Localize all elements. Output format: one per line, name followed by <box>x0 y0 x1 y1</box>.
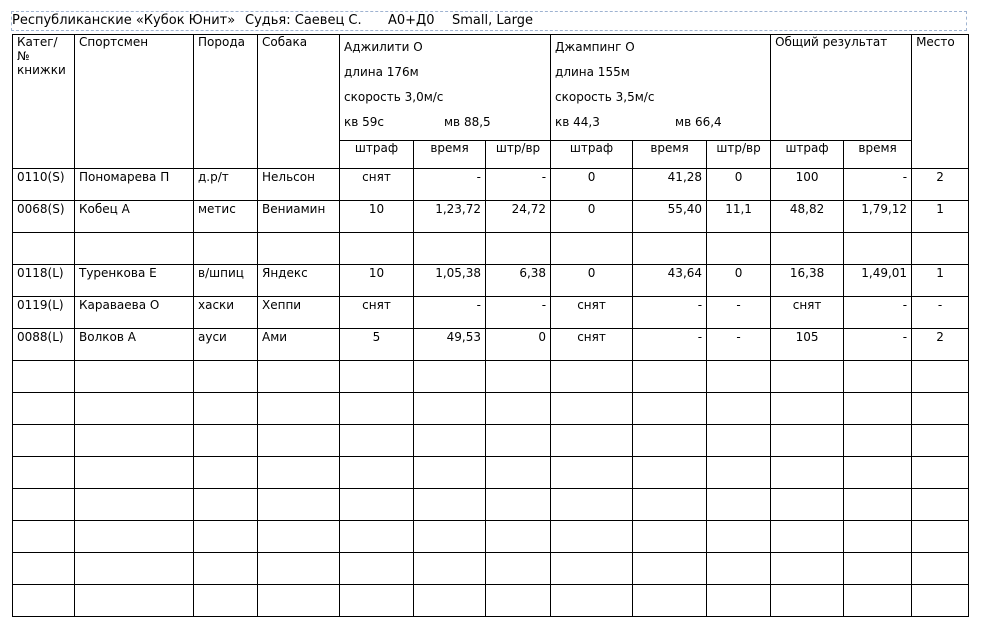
cell-agility-time <box>414 489 486 521</box>
cell-dog: Хеппи <box>258 297 340 329</box>
header-jumping-penalty: штраф <box>551 141 633 169</box>
cell-jumping-penalty <box>551 585 633 617</box>
cell-total-penalty <box>771 521 844 553</box>
cell-jumping-pen-time: - <box>707 297 771 329</box>
cell-jumping-penalty <box>551 521 633 553</box>
cell-breed: метис <box>194 201 258 233</box>
cell-agility-penalty: 10 <box>340 265 414 297</box>
cell-total-penalty: 16,38 <box>771 265 844 297</box>
table-row <box>13 361 969 393</box>
cell-agility-pen-time <box>486 425 551 457</box>
cell-jumping-penalty: снят <box>551 297 633 329</box>
cell-jumping-pen-time <box>707 457 771 489</box>
header-agility-pen-time: штр/вр <box>486 141 551 169</box>
cell-dog: Ами <box>258 329 340 361</box>
cell-place <box>912 425 969 457</box>
cell-jumping-pen-time <box>707 361 771 393</box>
results-table <box>12 34 969 617</box>
cell-jumping-penalty <box>551 489 633 521</box>
competition-class: А0+Д0 <box>388 13 435 28</box>
cell-category <box>13 553 75 585</box>
cell-jumping-time <box>633 457 707 489</box>
cell-place <box>912 553 969 585</box>
cell-agility-time: - <box>414 297 486 329</box>
cell-agility-penalty <box>340 521 414 553</box>
cell-athlete: Пономарева П <box>75 169 194 201</box>
cell-agility-pen-time: - <box>486 297 551 329</box>
cell-jumping-time <box>633 361 707 393</box>
cell-agility-penalty <box>340 585 414 617</box>
cell-category <box>13 233 75 265</box>
cell-dog <box>258 553 340 585</box>
cell-category <box>13 585 75 617</box>
cell-jumping-time <box>633 425 707 457</box>
cell-dog <box>258 489 340 521</box>
cell-total-time: - <box>844 297 912 329</box>
cell-category <box>13 361 75 393</box>
cell-jumping-time: 55,40 <box>633 201 707 233</box>
cell-agility-pen-time: 6,38 <box>486 265 551 297</box>
cell-agility-penalty: 5 <box>340 329 414 361</box>
cell-agility-pen-time: 0 <box>486 329 551 361</box>
header-agility-penalty: штраф <box>340 141 414 169</box>
cell-total-time: - <box>844 169 912 201</box>
jumping-length: длина 155м <box>555 65 630 79</box>
cell-jumping-penalty: 0 <box>551 169 633 201</box>
cell-agility-time: 1,05,38 <box>414 265 486 297</box>
cell-agility-penalty <box>340 489 414 521</box>
cell-total-time <box>844 361 912 393</box>
cell-total-penalty <box>771 457 844 489</box>
cell-place <box>912 361 969 393</box>
cell-total-penalty: 105 <box>771 329 844 361</box>
cell-category: 0118(L) <box>13 265 75 297</box>
cell-breed: д.р/т <box>194 169 258 201</box>
cell-total-time <box>844 553 912 585</box>
cell-jumping-penalty <box>551 233 633 265</box>
cell-agility-penalty <box>340 553 414 585</box>
cell-athlete <box>75 393 194 425</box>
cell-jumping-pen-time <box>707 521 771 553</box>
cell-athlete: Туренкова Е <box>75 265 194 297</box>
header-dog: Собака <box>258 35 340 169</box>
cell-category <box>13 425 75 457</box>
cell-category: 0088(L) <box>13 329 75 361</box>
cell-athlete <box>75 489 194 521</box>
cell-place: 1 <box>912 201 969 233</box>
agility-mv: мв 88,5 <box>444 115 491 129</box>
event-title: Республиканские «Кубок Юнит» <box>12 13 236 28</box>
cell-total-time <box>844 457 912 489</box>
agility-length: длина 176м <box>344 65 419 79</box>
cell-category <box>13 393 75 425</box>
cell-category: 0068(S) <box>13 201 75 233</box>
judge-name: Судья: Саевец С. <box>245 13 362 28</box>
table-row <box>13 265 969 297</box>
cell-athlete <box>75 585 194 617</box>
cell-place: 1 <box>912 265 969 297</box>
cell-dog <box>258 393 340 425</box>
cell-category: 0110(S) <box>13 169 75 201</box>
cell-total-time <box>844 233 912 265</box>
table-row <box>13 425 969 457</box>
cell-dog: Вениамин <box>258 201 340 233</box>
header-jumping-time: время <box>633 141 707 169</box>
cell-place: 2 <box>912 169 969 201</box>
table-row <box>13 521 969 553</box>
cell-breed <box>194 489 258 521</box>
cell-agility-time <box>414 361 486 393</box>
cell-agility-time: 49,53 <box>414 329 486 361</box>
cell-dog <box>258 585 340 617</box>
cell-agility-pen-time <box>486 457 551 489</box>
cell-total-time <box>844 489 912 521</box>
cell-dog: Нельсон <box>258 169 340 201</box>
cell-athlete <box>75 553 194 585</box>
cell-jumping-time <box>633 553 707 585</box>
cell-breed <box>194 553 258 585</box>
cell-agility-time <box>414 585 486 617</box>
table-row <box>13 329 969 361</box>
cell-jumping-pen-time <box>707 489 771 521</box>
cell-agility-time: 1,23,72 <box>414 201 486 233</box>
cell-total-penalty: 100 <box>771 169 844 201</box>
cell-agility-time <box>414 553 486 585</box>
cell-category <box>13 489 75 521</box>
cell-agility-time <box>414 233 486 265</box>
cell-total-time: 1,79,12 <box>844 201 912 233</box>
cell-total-penalty <box>771 393 844 425</box>
cell-breed <box>194 393 258 425</box>
cell-jumping-time <box>633 393 707 425</box>
table-row <box>13 297 969 329</box>
cell-jumping-pen-time: 11,1 <box>707 201 771 233</box>
jumping-speed: скорость 3,5м/с <box>555 90 655 104</box>
document-title-bar <box>11 11 967 31</box>
header-jumping <box>551 35 771 141</box>
cell-jumping-time <box>633 585 707 617</box>
cell-jumping-penalty <box>551 361 633 393</box>
cell-agility-penalty <box>340 393 414 425</box>
jumping-name: Джампинг О <box>555 40 635 54</box>
cell-total-penalty: снят <box>771 297 844 329</box>
cell-place <box>912 233 969 265</box>
cell-agility-time <box>414 425 486 457</box>
header-place: Место <box>912 35 969 169</box>
cell-jumping-time: - <box>633 329 707 361</box>
cell-jumping-penalty: снят <box>551 329 633 361</box>
jumping-standards <box>555 110 766 135</box>
cell-jumping-pen-time <box>707 233 771 265</box>
cell-breed <box>194 457 258 489</box>
cell-agility-penalty <box>340 457 414 489</box>
cell-jumping-time <box>633 521 707 553</box>
cell-jumping-penalty <box>551 425 633 457</box>
cell-agility-time <box>414 521 486 553</box>
cell-athlete <box>75 425 194 457</box>
cell-breed <box>194 585 258 617</box>
cell-jumping-pen-time: 0 <box>707 265 771 297</box>
header-agility-time: время <box>414 141 486 169</box>
cell-category: 0119(L) <box>13 297 75 329</box>
cell-breed: ауси <box>194 329 258 361</box>
cell-dog <box>258 521 340 553</box>
cell-total-penalty <box>771 553 844 585</box>
size-categories: Small, Large <box>452 13 533 28</box>
cell-agility-penalty <box>340 361 414 393</box>
cell-place <box>912 393 969 425</box>
table-row <box>13 553 969 585</box>
cell-dog <box>258 425 340 457</box>
cell-agility-pen-time <box>486 489 551 521</box>
table-row <box>13 201 969 233</box>
cell-athlete <box>75 361 194 393</box>
header-breed: Порода <box>194 35 258 169</box>
cell-category <box>13 457 75 489</box>
cell-dog <box>258 361 340 393</box>
table-row <box>13 489 969 521</box>
cell-jumping-pen-time <box>707 553 771 585</box>
cell-dog <box>258 457 340 489</box>
cell-place <box>912 457 969 489</box>
cell-agility-pen-time <box>486 553 551 585</box>
cell-agility-pen-time <box>486 233 551 265</box>
cell-athlete <box>75 233 194 265</box>
cell-breed: в/шпиц <box>194 265 258 297</box>
cell-place <box>912 585 969 617</box>
cell-agility-penalty <box>340 233 414 265</box>
table-row <box>13 393 969 425</box>
cell-breed <box>194 233 258 265</box>
cell-agility-pen-time: 24,72 <box>486 201 551 233</box>
cell-jumping-pen-time <box>707 585 771 617</box>
cell-breed <box>194 521 258 553</box>
cell-athlete: Кобец А <box>75 201 194 233</box>
cell-breed: хаски <box>194 297 258 329</box>
cell-athlete: Караваева О <box>75 297 194 329</box>
cell-jumping-pen-time <box>707 393 771 425</box>
cell-athlete: Волков А <box>75 329 194 361</box>
cell-agility-pen-time <box>486 521 551 553</box>
header-total-time: время <box>844 141 912 169</box>
cell-place: - <box>912 297 969 329</box>
table-body <box>13 169 969 617</box>
header-category: Катег/ № книжки <box>13 35 75 169</box>
cell-dog <box>258 233 340 265</box>
cell-jumping-penalty: 0 <box>551 265 633 297</box>
cell-total-penalty <box>771 585 844 617</box>
cell-athlete <box>75 457 194 489</box>
cell-jumping-pen-time: - <box>707 329 771 361</box>
cell-jumping-penalty <box>551 457 633 489</box>
jumping-kv: кв 44,3 <box>555 115 600 129</box>
cell-total-penalty <box>771 489 844 521</box>
cell-total-time <box>844 393 912 425</box>
cell-agility-pen-time <box>486 393 551 425</box>
cell-total-penalty <box>771 425 844 457</box>
header-athlete: Спортсмен <box>75 35 194 169</box>
cell-agility-penalty: снят <box>340 169 414 201</box>
cell-agility-penalty: 10 <box>340 201 414 233</box>
cell-total-time: - <box>844 329 912 361</box>
cell-total-time <box>844 585 912 617</box>
header-total-penalty: штраф <box>771 141 844 169</box>
table-row <box>13 169 969 201</box>
cell-total-time <box>844 521 912 553</box>
header-agility <box>340 35 551 141</box>
cell-jumping-time <box>633 489 707 521</box>
cell-total-time: 1,49,01 <box>844 265 912 297</box>
cell-agility-time <box>414 457 486 489</box>
cell-agility-penalty <box>340 425 414 457</box>
cell-jumping-time <box>633 233 707 265</box>
jumping-mv: мв 66,4 <box>675 115 722 129</box>
table-header <box>13 35 969 169</box>
cell-total-penalty <box>771 233 844 265</box>
cell-dog: Яндекс <box>258 265 340 297</box>
cell-place <box>912 489 969 521</box>
cell-agility-penalty: снят <box>340 297 414 329</box>
agility-standards <box>344 110 546 135</box>
agility-kv: кв 59с <box>344 115 385 129</box>
header-jumping-pen-time: штр/вр <box>707 141 771 169</box>
table-row <box>13 233 969 265</box>
table-row <box>13 585 969 617</box>
cell-jumping-pen-time: 0 <box>707 169 771 201</box>
cell-agility-pen-time <box>486 361 551 393</box>
cell-agility-pen-time: - <box>486 169 551 201</box>
cell-athlete <box>75 521 194 553</box>
cell-agility-time: - <box>414 169 486 201</box>
cell-jumping-penalty: 0 <box>551 201 633 233</box>
agility-speed: скорость 3,0м/с <box>344 90 444 104</box>
cell-jumping-pen-time <box>707 425 771 457</box>
cell-jumping-time: - <box>633 297 707 329</box>
cell-agility-pen-time <box>486 585 551 617</box>
cell-breed <box>194 425 258 457</box>
agility-name: Аджилити О <box>344 40 423 54</box>
table-row <box>13 457 969 489</box>
cell-breed <box>194 361 258 393</box>
header-total: Общий результат <box>771 35 912 141</box>
cell-agility-time <box>414 393 486 425</box>
cell-total-time <box>844 425 912 457</box>
cell-jumping-time: 41,28 <box>633 169 707 201</box>
cell-place <box>912 521 969 553</box>
cell-category <box>13 521 75 553</box>
cell-total-penalty: 48,82 <box>771 201 844 233</box>
cell-jumping-penalty <box>551 553 633 585</box>
cell-place: 2 <box>912 329 969 361</box>
cell-total-penalty <box>771 361 844 393</box>
cell-jumping-time: 43,64 <box>633 265 707 297</box>
cell-jumping-penalty <box>551 393 633 425</box>
